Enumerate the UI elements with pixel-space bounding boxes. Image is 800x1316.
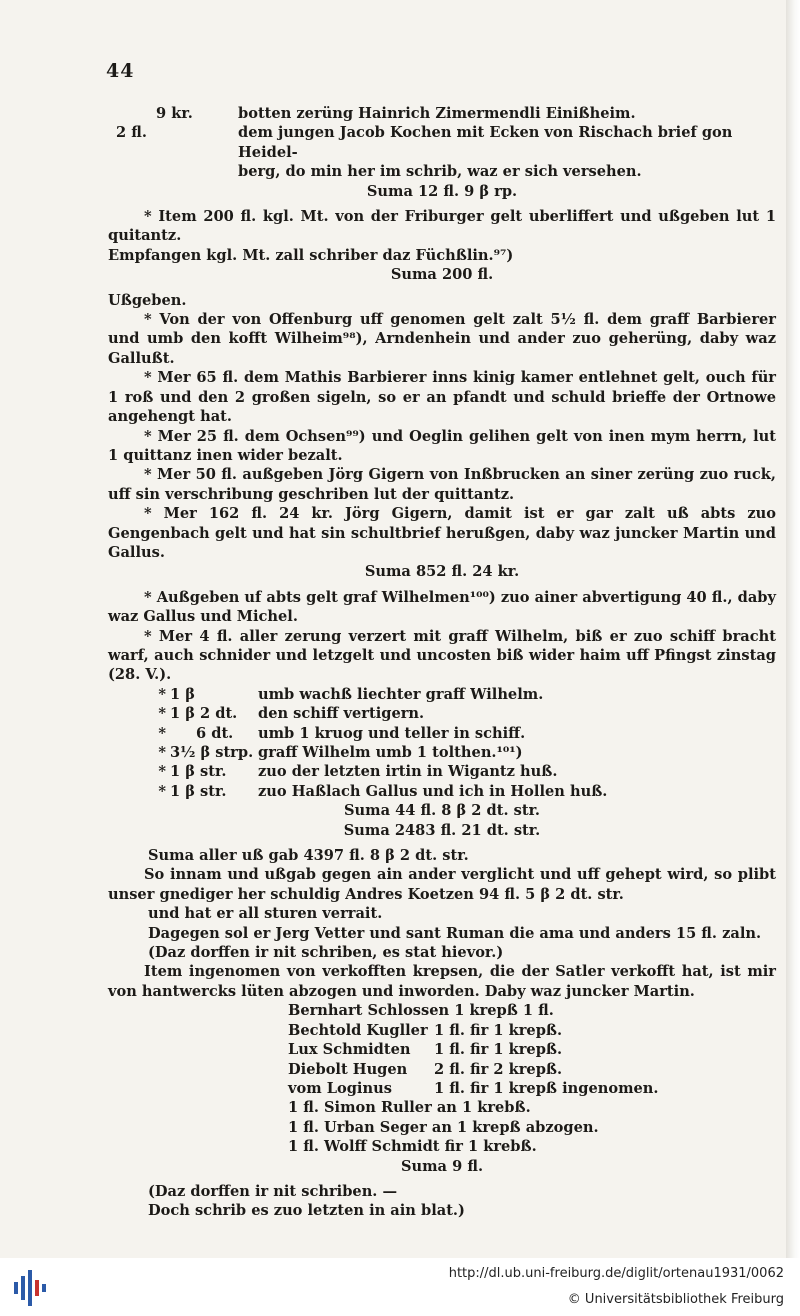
text-line: Doch schrib es zuo letzten in ain blat.) <box>148 1202 465 1220</box>
sub-entry <box>108 704 776 723</box>
list-item <box>288 1079 776 1098</box>
text-line: (Daz dorffen ir nit schriben, es stat hievor.) <box>148 944 504 962</box>
paragraph: * Von der von Offenburg uff genomen gelt zalt 5½ fl. dem graff Barbierer und umb den kofft Wilheim⁹⁸), Arndenhein und ander zuo geherüng, daby waz Gallußt. <box>108 311 776 367</box>
copyright-notice: © Universitätsbibliothek Freiburg <box>567 1292 784 1307</box>
section-heading: Ußgeben. <box>108 291 187 309</box>
suma-line: Suma 2483 fl. 21 dt. str. <box>343 821 541 839</box>
list-item-text: 1 fl. Wolff Schmidt fir 1 krebß. <box>288 1138 537 1156</box>
sub-entry-star: * <box>158 763 166 781</box>
list-item-value: 1 fl. fir 1 krepß. <box>434 1041 563 1059</box>
entry-continuation: berg, do min her im schrib, waz er sich versehen. <box>238 163 642 181</box>
list-item-value: 1 fl. fir 1 krepß. <box>434 1021 563 1039</box>
sub-entries <box>108 685 776 801</box>
paragraph: * Außgeben uf abts gelt graf Wilhelmen¹⁰⁰) zuo ainer abvertigung 40 fl., daby waz Gallus und Michel. <box>108 588 776 626</box>
list-item <box>288 1040 776 1059</box>
sub-entry-star: * <box>158 685 166 703</box>
text-line: Dagegen sol er Jerg Vetter und sant Ruman die ama und anders 15 fl. zaln. <box>148 924 762 942</box>
entry-2fl <box>108 123 776 162</box>
page-number: 44 <box>106 60 135 82</box>
sub-entry <box>108 724 776 743</box>
paragraph: Empfangen kgl. Mt. zall schriber daz Füchßlin.⁹⁷) <box>108 246 514 264</box>
suma-line: Suma 44 fl. 8 β 2 dt. str. <box>343 802 541 820</box>
paragraph: * Mer 4 fl. aller zerung verzert mit graff Wilhelm, biß er zuo schiff bracht warf, auch schnider und letzgelt und uncosten biß wider haim uff Pfingst zinstag (28. V.). <box>108 627 776 684</box>
list-item-value: 1 fl. fir 1 krepß ingenomen. <box>434 1079 659 1097</box>
sub-entry-desc: den schiff vertigern. <box>258 705 425 723</box>
entry-text: botten zerüng Hainrich Zimermendli Einißheim. <box>238 105 636 122</box>
paragraph: * Mer 25 fl. dem Ochsen⁹⁹) und Oeglin gelihen gelt von inen mym herrn, lut 1 quittanz inen wider bezalt. <box>108 427 776 464</box>
list-item-text: 1 fl. Simon Ruller an 1 krebß. <box>288 1099 531 1117</box>
suma-line: Suma 9 fl. <box>400 1157 484 1175</box>
library-logo-icon <box>10 1268 50 1308</box>
list-item <box>288 1118 776 1137</box>
sub-entry-desc: umb wachß liechter graff Wilhelm. <box>258 685 544 703</box>
page-edge <box>786 0 800 1258</box>
paragraph: * Mer 162 fl. 24 kr. Jörg Gigern, damit ist er gar zalt uß abts zuo Gengenbach gelt und hat sin schultbrief herußgen, daby waz juncker Martin und Gallus. <box>108 505 776 561</box>
entry-amount: 9 kr. <box>156 105 193 122</box>
kreps-list <box>108 1001 776 1156</box>
list-item <box>288 1098 776 1117</box>
list-item-name: Bernhart Schlossen 1 krepß 1 fl. <box>288 1002 554 1020</box>
sub-entry-amount: 1 β 2 dt. <box>170 705 238 723</box>
page-text <box>108 104 776 1221</box>
sub-entry-amount: 1 β <box>170 685 195 703</box>
sub-entry-star: * <box>158 724 166 742</box>
sub-entry <box>108 762 776 781</box>
list-item <box>288 1060 776 1079</box>
sub-entry <box>108 743 776 762</box>
suma-line: Suma 12 fl. 9 β rp. <box>366 182 518 200</box>
list-item-name: Bechtold Kugller <box>288 1021 428 1039</box>
sub-entry-desc: zuo Haßlach Gallus und ich in Hollen huß. <box>258 782 608 800</box>
list-item-name: Lux Schmidten <box>288 1041 411 1059</box>
suma-line: Suma 852 fl. 24 kr. <box>364 563 520 581</box>
entry-text: dem jungen Jacob Kochen mit Ecken von Rischach brief gon Heidel- <box>238 124 733 161</box>
entry-amount: 2 fl. <box>116 124 147 142</box>
sub-entry-desc: umb 1 kruog und teller in schiff. <box>258 724 526 742</box>
sub-entry-star: * <box>158 744 166 761</box>
sub-entry-amount: 1 β str. <box>170 763 227 781</box>
sub-entry-star: * <box>158 705 166 723</box>
text-line: Suma aller uß gab 4397 fl. 8 β 2 dt. str. <box>148 847 469 865</box>
paragraph: Item ingenomen von verkofften krepsen, die der Satler verkofft hat, ist mir von hantwercks lüten abzogen und inworden. Daby waz juncker Martin. <box>108 963 776 1000</box>
sub-entry-amount: 6 dt. <box>196 724 234 742</box>
text-line: und hat er all sturen verrait. <box>148 905 383 923</box>
suma-line: Suma 200 fl. <box>390 266 494 284</box>
paragraph: * Mer 65 fl. dem Mathis Barbierer inns kinig kamer entlehnet gelt, ouch für 1 roß und den 2 großen sigeln, so er an pfandt und schuld brieffe der Ortnowe angehengt hat. <box>108 369 776 426</box>
sub-entry-amount: 1 β str. <box>170 782 227 800</box>
source-url-link[interactable]: http://dl.ub.uni-freiburg.de/diglit/ortenau1931/0062 <box>448 1266 784 1281</box>
entry-9kr <box>108 104 776 123</box>
paragraph: So innam und ußgab gegen ain ander verglicht und uff gehept wird, so plibt unser gnediger her schuldig Andres Koetzen 94 fl. 5 β 2 dt. str. <box>108 866 776 903</box>
sub-entry <box>108 685 776 704</box>
list-item <box>288 1001 776 1020</box>
sub-entry-star: * <box>158 782 166 800</box>
paragraph: * Item 200 fl. kgl. Mt. von der Friburger gelt uberliffert und ußgeben lut 1 quitantz. <box>108 208 776 245</box>
text-line: (Daz dorffen ir nit schriben. — <box>148 1182 398 1200</box>
list-item <box>288 1021 776 1040</box>
list-item-text: 1 fl. Urban Seger an 1 krepß abzogen. <box>288 1118 599 1136</box>
sub-entry-desc: graff Wilhelm umb 1 tolthen.¹⁰¹) <box>258 744 523 761</box>
paragraph: * Mer 50 fl. außgeben Jörg Gigern von Inßbrucken an siner zerüng zuo ruck, uff sin verschribung geschriben lut der quittantz. <box>108 466 776 503</box>
sub-entry-desc: zuo der letzten irtin in Wigantz huß. <box>258 763 558 781</box>
sub-entry-amount: 3½ β strp. <box>170 744 254 761</box>
sub-entry <box>108 782 776 801</box>
list-item <box>288 1137 776 1156</box>
list-item-name: vom Loginus <box>288 1079 392 1097</box>
list-item-name: Diebolt Hugen <box>288 1060 408 1078</box>
footer <box>0 1258 800 1316</box>
list-item-value: 2 fl. fir 2 krepß. <box>434 1060 563 1078</box>
